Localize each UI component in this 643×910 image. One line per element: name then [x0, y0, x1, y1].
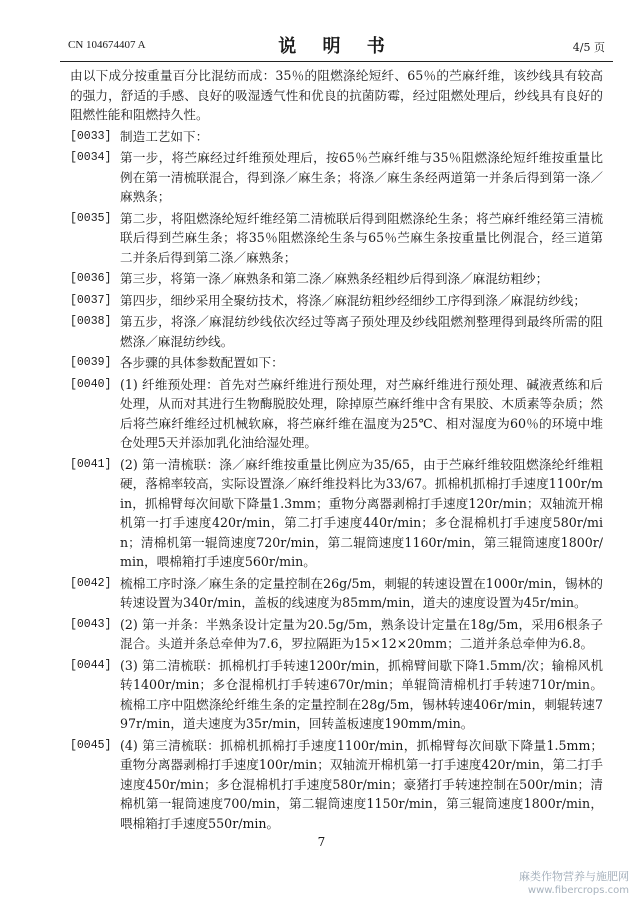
document-body — [70, 66, 603, 835]
paragraph-text: (2) 第一清梳联：涤／麻纤维按重量比例应为35/65，由于苎麻纤维较阻燃涤纶纤维粗硬，落棉率较高，实际设置涤／麻纤维投料比为33/67。抓棉机抓棉打手速度1100r/min，抓棉臂每次间歇下降量1.3mm；重物分离器剥棉打手速度120r/min；双轴流开棉机第一打手速度420r/min，第二打手速度440r/min；多仓混棉机打手速度580r/min；清棉机第一辊筒速度720r/min，第二辊筒速度1160r/min，第三辊筒速度1800r/min，喂棉箱打手速度560r/min。 — [120, 456, 603, 569]
paragraph-number: [0037] — [70, 293, 112, 307]
paragraph-number: [0034] — [70, 151, 112, 164]
document-title: 说 明 书 — [278, 36, 395, 57]
paragraph — [70, 574, 603, 613]
paragraph-list — [70, 127, 603, 834]
paragraph-number: [0039] — [70, 356, 112, 369]
paragraph-number: [0042] — [70, 576, 112, 590]
watermark-url: www.fibercrops.com — [527, 885, 629, 896]
watermark — [519, 870, 629, 898]
paragraph-text: 第二步，将阻燃涤纶短纤维经第二清梳联后得到阻燃涤纶生条；将苎麻纤维经第三清梳联后得到苎麻生条；将35％阻燃涤纶生条与65％苎麻生条按重量比例混合，经三道第二并条后得到第二涤／麻熟条； — [120, 210, 603, 265]
page-header — [60, 32, 613, 58]
paragraph-number: [0038] — [70, 315, 112, 328]
paragraph-number: [0040] — [70, 377, 112, 391]
paragraph-number: [0043] — [70, 617, 112, 631]
paragraph-text: 第三步，将第一涤／麻熟条和第二涤／麻熟条经粗纱后得到涤／麻混纺粗纱； — [120, 271, 549, 286]
paragraph — [70, 353, 603, 373]
paragraph — [70, 736, 603, 834]
header-rule — [60, 61, 613, 62]
watermark-title: 麻类作物营养与施肥网 — [519, 870, 629, 883]
paragraph — [70, 291, 603, 311]
paragraph — [70, 455, 603, 572]
paragraph-text: 第四步，细纱采用全聚纺技术，将涤／麻混纺粗纱经细纱工序得到涤／麻混纺纱线； — [120, 292, 586, 308]
paragraph-number: [0035] — [70, 211, 112, 225]
paragraph-number: [0036] — [70, 272, 112, 285]
paragraph-text: (2) 第一并条：半熟条设计定量为20.5g/5m，熟条设计定量在18g/5m，采用6根条子混合。头道并条总牵伸为7.6，罗拉隔距为15×12×20mm；二道并条总牵伸为6.8。 — [120, 616, 603, 651]
paragraph-text: 制造工艺如下： — [120, 128, 209, 144]
paragraph-number: [0045] — [70, 738, 112, 752]
paragraph-text: 梳棉工序时涤／麻生条的定量控制在26g/5m，刺辊的转速设置在1000r/min，锡林的转速设置为340r/min，盖板的线速度为85mm/min，道夫的速度设置为45r/min。 — [120, 575, 603, 610]
paragraph-number: [0044] — [70, 658, 112, 672]
paragraph — [70, 269, 603, 289]
paragraph — [70, 209, 603, 268]
paragraph — [70, 615, 603, 654]
paragraph — [70, 375, 603, 453]
paragraph-number: [0033] — [70, 129, 112, 143]
paragraph-text: 第一步，将苎麻经过纤维预处理后，按65％苎麻纤维与35％阻燃涤纶短纤维按重量比例在第一清梳联混合，得到涤／麻生条；将涤／麻生条经两道第一并条后得到第一涤／麻熟条； — [120, 150, 603, 204]
paragraph — [70, 656, 603, 734]
paragraph-text: 各步骤的具体参数配置如下： — [120, 355, 284, 370]
paragraph — [70, 127, 603, 147]
paragraph-text: (3) 第二清梳联：抓棉机打手转速1200r/min，抓棉臂间歇下降1.5mm/次；输棉风机转1400r/min；多仓混棉机打手转速670r/min；单辊筒清棉机打手转速710r/min。梳棉工序中阻燃涤纶纤维生条的定量控制在28g/5m，锡林转速406r/min，刺辊转速797r/min，道夫速度为35r/min，回转盖板速度190mm/min。 — [120, 657, 603, 731]
paragraph-number: [0041] — [70, 457, 112, 471]
paragraph-text: (4) 第三清梳联：抓棉机抓棉打手速度1100r/min，抓棉臂每次间歇下降量1.5mm；重物分离器剥棉打手速度100r/min；双轴流开棉机第一打手速度420r/min，第二打手速度450r/min；多仓混棉机打手速度580r/min；豪猪打手转速控制在500r/min；清棉机第一辊筒速度700/min，第二辊筒速度1150r/min，第三辊筒速度1800r/min，喂棉箱打手速度550r/min。 — [120, 737, 603, 831]
patent-number: CN 104674407 A — [68, 39, 146, 51]
lead-paragraph: 由以下成分按重量百分比混纺而成：35％的阻燃涤纶短纤、65％的苎麻纤维，该纱线具有较高的强力，舒适的手感、良好的吸湿透气性和优良的抗菌防霉，经过阻燃处理后，纱线具有良好的阻燃性能和阻燃持久性。 — [70, 68, 603, 122]
paragraph-text: (1) 纤维预处理：首先对苎麻纤维进行预处理，对苎麻纤维进行预处理、碱液煮练和后处理，从而对其进行生物酶脱胶处理，除掉原苎麻纤维中含有果胶、木质素等杂质；然后将苎麻纤维经过机械软麻，将苎麻纤维在温度为25℃、相对湿度为60％的环境中堆仓处理5天并添加乳化油给湿处理。 — [120, 376, 603, 450]
page-info: 4/5 页 — [572, 41, 605, 54]
paragraph — [70, 148, 603, 207]
page-number: 7 — [317, 835, 326, 849]
paragraph — [70, 312, 603, 351]
paragraph-text: 第五步，将涤／麻混纺纱线依次经过等离子预处理及纱线阻燃剂整理得到最终所需的阻燃涤／麻混纺纱线。 — [120, 314, 603, 349]
